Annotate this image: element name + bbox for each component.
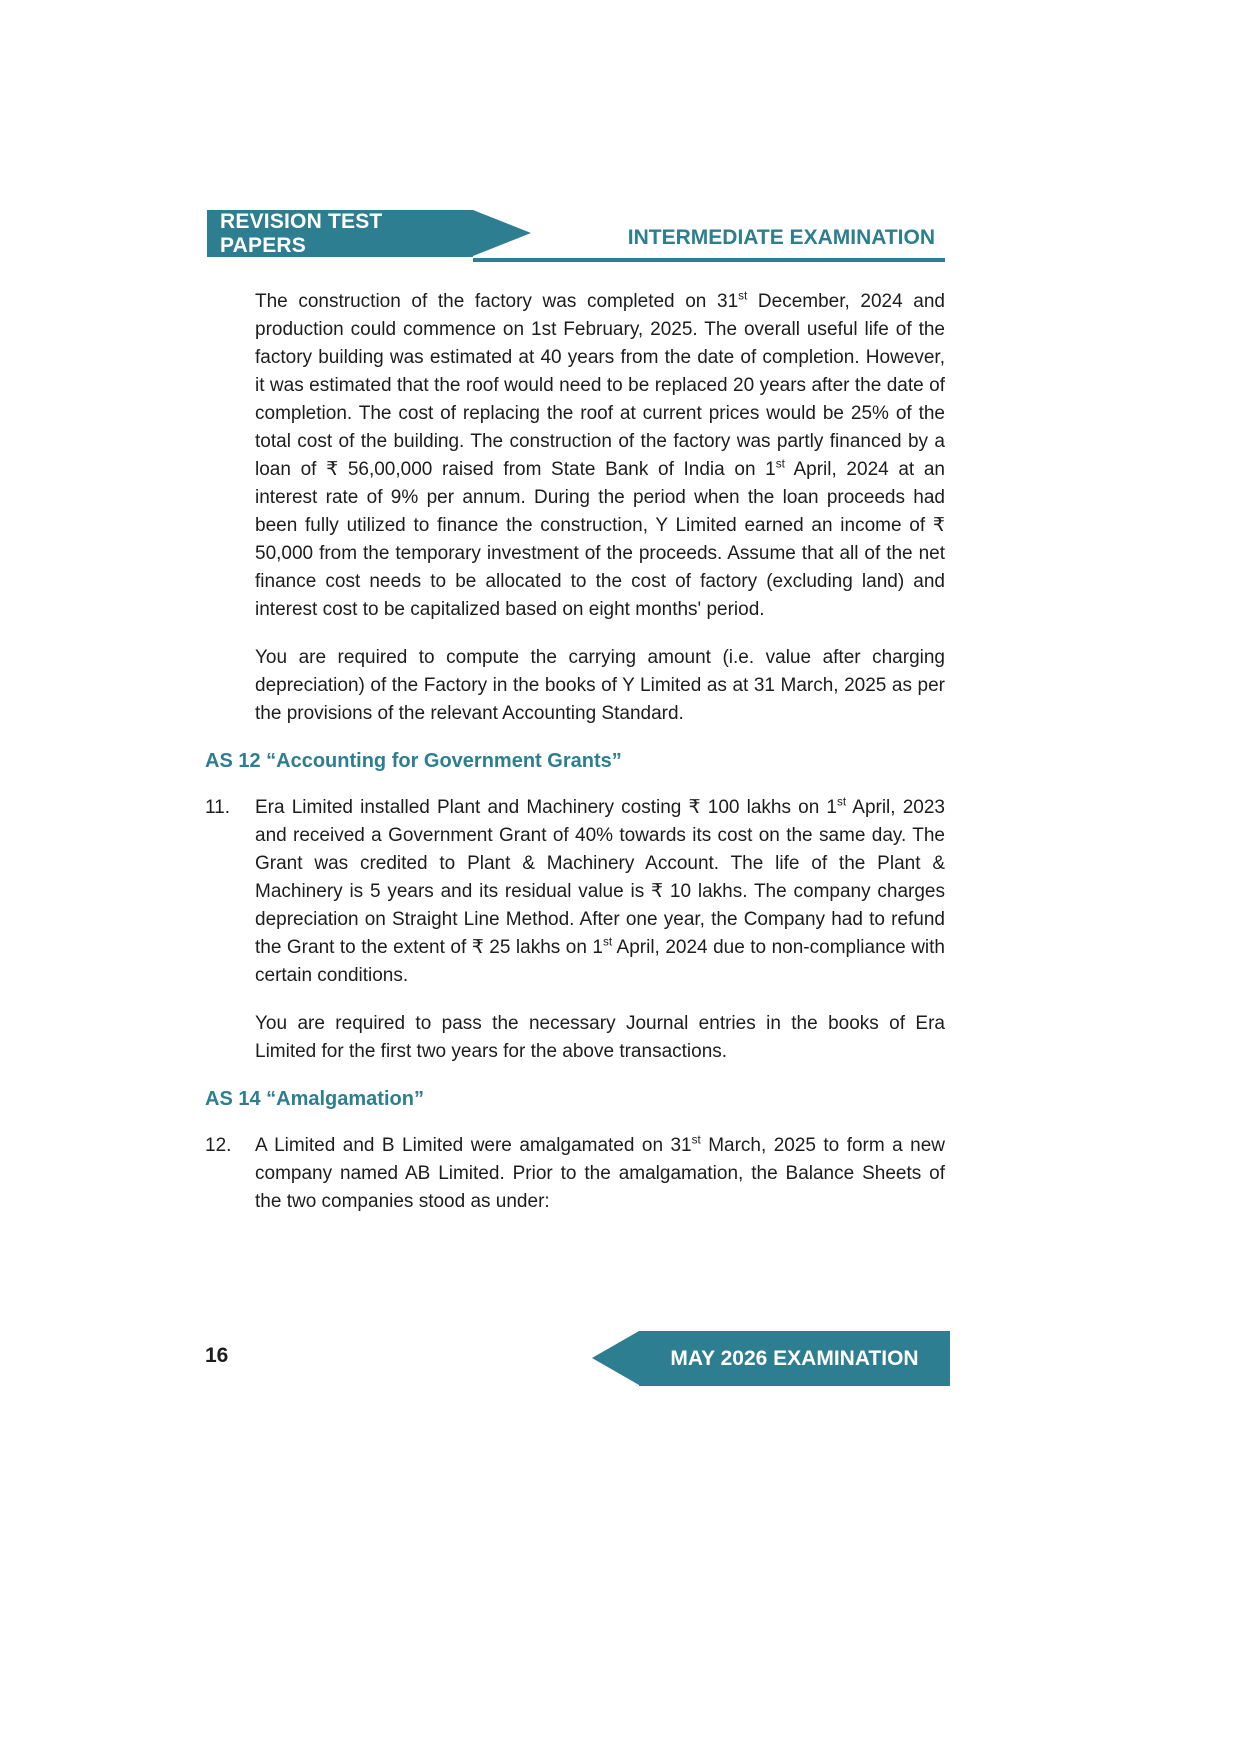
header-underline bbox=[473, 258, 945, 262]
question-12 bbox=[205, 1132, 945, 1216]
banner-left-arrow-icon bbox=[592, 1331, 639, 1385]
requirement-paragraph: You are required to compute the carrying amount (i.e. value after charging depreciation) of the Factory in the books of Y Limited as at 31 March, 2025 as per the provisions of the relevant Accounting Standard. bbox=[255, 647, 945, 724]
page-content bbox=[205, 288, 945, 1236]
exam-session-banner bbox=[639, 1331, 950, 1386]
revision-test-papers-banner bbox=[207, 210, 473, 257]
question-12-number: 12. bbox=[205, 1135, 232, 1156]
question-12-text: A Limited and B Limited were amalgamated on 31st March, 2025 to form a new company named AB Limited. Prior to the amalgamation, the Balance Sheets of the two companies stood as under: bbox=[255, 1133, 945, 1212]
question-11-number: 11. bbox=[205, 797, 231, 818]
revision-test-papers-label: REVISION TEST PAPERS bbox=[220, 209, 383, 257]
examination-title: INTERMEDIATE EXAMINATION bbox=[627, 226, 935, 249]
banner-right-arrow-icon bbox=[473, 210, 531, 256]
intro-paragraph: The construction of the factory was completed on 31st December, 2024 and production could commence on 1st February, 2025. The overall useful life of the factory building was estimated at 40 years from the date of completion. However, it was estimated that the roof would need to be replaced 20 years after the date of completion. The cost of replacing the roof at current prices would be 25% of the total cost of the building. The construction of the factory was partly financed by a loan of ₹ 56,00,000 raised from State Bank of India on 1st April, 2024 at an interest rate of 9% per annum. During the period when the loan proceeds had been fully utilized to finance the construction, Y Limited earned an income of ₹ 50,000 from the temporary investment of the proceeds. Assume that all of the net finance cost needs to be allocated to the cost of factory (excluding land) and interest cost to be capitalized based on eight months' period. bbox=[255, 289, 945, 620]
question-11 bbox=[205, 794, 945, 990]
question-11-text: Era Limited installed Plant and Machinery costing ₹ 100 lakhs on 1st April, 2023 and received a Government Grant of 40% towards its cost on the same day. The Grant was credited to Plant & Machinery Account. The life of the Plant & Machinery is 5 years and its residual value is ₹ 10 lakhs. The company charges depreciation on Straight Line Method. After one year, the Company had to refund the Grant to the extent of ₹ 25 lakhs on 1st April, 2024 due to non-compliance with certain conditions. bbox=[255, 795, 946, 986]
question-11-requirement: You are required to pass the necessary Journal entries in the books of Era Limited for the first two years for the above transactions. bbox=[255, 1013, 945, 1062]
as12-heading: AS 12 “Accounting for Government Grants” bbox=[205, 750, 622, 772]
page-number: 16 bbox=[205, 1344, 229, 1367]
exam-session-label: MAY 2026 EXAMINATION bbox=[670, 1346, 919, 1370]
as14-heading: AS 14 “Amalgamation” bbox=[205, 1088, 424, 1110]
